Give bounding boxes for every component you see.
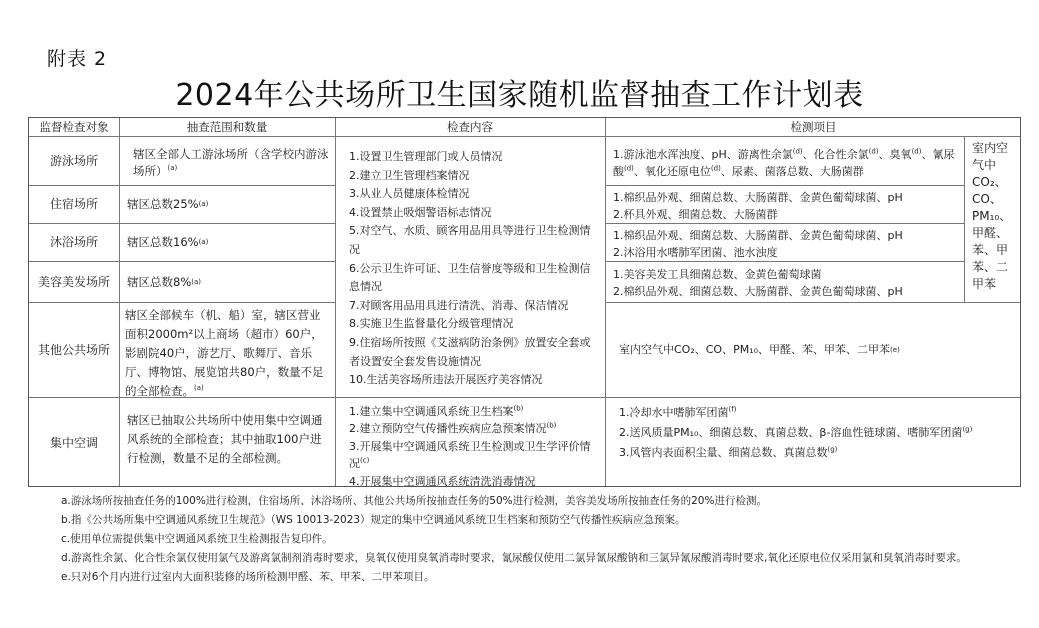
- page-title: 2024年公共场所卫生国家随机监督抽查工作计划表: [175, 78, 864, 113]
- category-bathing: 沐浴场所: [49, 235, 98, 249]
- footnote-d: d.游离性余氯、化合性余氯仅使用氯气及游离氯制剂消毒时要求，臭氧仅使用臭氧消毒时要求，氰尿酸仅使用二氯异氰尿酸钠和三氯异氰尿酸消毒时要求,氧化还原电位仅采用氯和臭氧消毒时要求。: [61, 552, 967, 564]
- footnote-b: b.指《公共场所集中空调通风系统卫生规范》（WS 10013-2023）规定的集中空调通风系统卫生档案和预防空气传播性疾病应急预案。: [61, 514, 686, 526]
- category-lodging: 住宿场所: [49, 197, 98, 211]
- category-beauty: 美容美发场所: [37, 274, 110, 289]
- testing-swimming: 1.游泳池水浑浊度、pH、游离性余氯$^{(d)}$、化合性余氯$^{(d)}$、臭氧$^{(d)}$、氰尿酸$^{(d)}$、氧化还原电位$^{(d)}$、尿素、菌落总数、大肠菌群: [613, 147, 955, 178]
- header-content: 检查内容: [447, 120, 493, 134]
- category-other: 其他公共场所: [37, 342, 110, 357]
- scope-bathing: 辖区总数16% (a): [127, 235, 209, 249]
- testing-lodging: 1.棉织品外观、细菌总数、大肠菌群、金黄色葡萄球菌、pH 2.杯具外观、细菌总数、大肠菌群: [613, 191, 903, 221]
- inspection-item: 6.公示卫生许可证、卫生信誉度等级和卫生检测信息情况: [349, 261, 591, 294]
- footnote-a: a.游泳场所按抽查任务的100%进行检测，住宿场所、沐浴场所、其他公共场所按抽查任务的50%进行检测，美容美发场所按抽查任务的20%进行检测。: [61, 495, 767, 507]
- footnote-e: e.只对6个月内进行过室内大面积装修的场所检测甲醛、苯、甲苯、二甲苯项目。: [61, 571, 435, 583]
- testing-beauty: 1.美容美发工具细菌总数、金黄色葡萄球菌 2.棉织品外观、细菌总数、大肠菌群、金黄色葡萄球菌、pH: [613, 268, 903, 298]
- scope-lodging: 辖区总数25% (a): [127, 197, 209, 211]
- inspection-item: 5.对空气、水质、顾客用品用具等进行卫生检测情况: [349, 224, 591, 256]
- ac-inspection-list: [335, 399, 605, 487]
- attachment-label: 附表 2: [47, 48, 108, 70]
- category-central-ac: 集中空调: [49, 435, 98, 450]
- scope-other: 辖区全部候车（机、船）室，辖区营业面积2000m²以上商场（超市）60户，影剧院40户，游艺厅、歌舞厅、音乐厅、博物馆、展览馆共80户，数量不足的全部检查。$^{(a)}$: [125, 308, 324, 397]
- testing-indoor-air-side: 室内空气中CO₂、CO、PM₁₀、甲醛、苯、甲苯、二甲苯: [972, 141, 1012, 291]
- inspection-content-list: [335, 144, 605, 397]
- inspection-item: 4.设置禁止吸烟警语标志情况: [349, 205, 492, 219]
- ac-inspection-item: 2.建立预防空气传播性疾病应急预案情况$^{(b)}$: [349, 421, 557, 436]
- inspection-item: 2.建立卫生管理档案情况: [349, 168, 470, 182]
- inspection-item: 8.实施卫生监督量化分级管理情况: [349, 317, 514, 331]
- inspection-item: 3.从业人员健康体检情况: [349, 187, 470, 201]
- inspection-item: 1.设置卫生管理部门或人员情况: [349, 150, 503, 163]
- footnotes: [61, 492, 1021, 587]
- scope-central-ac: 辖区已抽取公共场所中使用集中空调通风系统的全部检查；其中抽取100户进行检测，数量不足的全部检测。: [127, 413, 323, 465]
- header-object: 监督检查对象: [39, 120, 109, 134]
- header-testing: 检测项目: [790, 120, 837, 134]
- header-scope: 抽查范围和数量: [186, 120, 268, 134]
- testing-other-air: 室内空气中CO₂、CO、PM₁₀、甲醛、苯、甲苯、二甲苯 (e): [619, 342, 900, 356]
- testing-bathing: 1.棉织品外观、细菌总数、大肠菌群、金黄色葡萄球菌、pH 2.沐浴用水嗜肺军团菌、池水浊度: [613, 229, 903, 259]
- ac-inspection-item: 4.开展集中空调通风系统清洗消毒情况: [349, 474, 536, 487]
- inspection-item: 9.住宿场所按照《艾滋病防治条例》放置安全套或者设置安全套发售设施情况: [349, 335, 591, 368]
- category-swimming: 游泳场所: [49, 153, 98, 168]
- scope-beauty: 辖区总数8% (a): [127, 274, 202, 289]
- inspection-item: 10.生活美容场所违法开展医疗美容情况: [349, 373, 543, 387]
- plan-table: [28, 117, 1021, 487]
- ac-inspection-item: 1.建立集中空调通风系统卫生档案$^{(b)}$: [349, 404, 524, 418]
- ac-inspection-item: 3.开展集中空调通风系统卫生检测或卫生学评价情况$^{(c)}$: [349, 439, 591, 471]
- inspection-item: 7.对顾客用品用具进行清洗、消毒、保洁情况: [349, 298, 569, 312]
- footnote-c: c.使用单位需提供集中空调通风系统卫生检测报告复印件。: [61, 533, 333, 545]
- scope-swimming: 辖区全部人工游泳场所（含学校内游泳场所）$^{(a)}$: [133, 147, 329, 178]
- testing-central-ac: 1.冷却水中嗜肺军团菌$^{(f)}$ 2.送风质量PM₁₀、细菌总数、真菌总数、β-溶血性链球菌、嗜肺军团菌$^{(g)}$ 3.风管内表面积尘量、细菌总数、真菌总数$^{(g)}$: [619, 405, 973, 459]
